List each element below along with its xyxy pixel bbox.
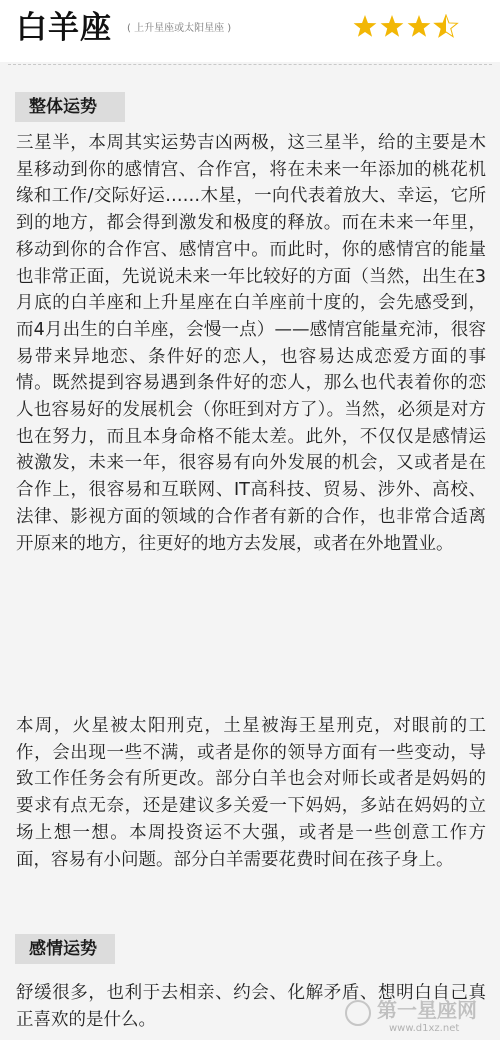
love-paragraph-1: 舒缓很多，也利于去相亲、约会、化解矛盾、想明白自己真正喜欢的是什么。 <box>16 983 486 1030</box>
sign-subtitle-note: ( 上升星座或太阳星座 ) <box>127 23 232 34</box>
watermark-logo-icon <box>345 1000 371 1026</box>
rating-star-icon <box>354 15 377 37</box>
watermark-name: 第一星座网 <box>377 998 477 1022</box>
star-rating <box>352 14 462 44</box>
sign-title: 白羊座 <box>16 10 112 46</box>
header-divider <box>8 64 492 65</box>
overall-paragraph-2: 本周，火星被太阳刑克，土星被海王星刑克，对眼前的工作，会出现一些不满，或者是你的领导方面有一些变动，导致工作任务会有所更改。部分白羊也会对师长或者是妈妈的要求有点无奈，还是建议多关爱一下妈妈，多站在妈妈的立场上想一想。本周投资运不大强，或者是一些创意工作方面，容易有小问题。部分白羊需要花费时间在孩子身上。 <box>16 716 486 870</box>
rating-star-icon <box>435 15 458 37</box>
header <box>0 0 500 62</box>
section-label-love: 感情运势 <box>15 934 115 964</box>
overall-paragraph-1: 三星半，本周其实运势吉凶两极，这三星半，给的主要是木星移动到你的感情宫、合作宫，将在未来一年添加的桃花机缘和工作/交际好运……木星，一向代表着放大、幸运，它所到的地方，都会得到激发和极度的释放。而在未来一年里，移动到你的合作宫、感情宫中。而此时，你的感情宫的能量也非常正面，先说说未来一年比较好的方面（当然，出生在3月底的白羊座和上升星座在白羊座前十度的，会先感受到，而4月出生的白羊座，会慢一点）——感情宫能量充沛，很容易带来异地恋、条件好的恋人，也容易达成恋爱方面的事情。既然提到容易遇到条件好的恋人，那么也代表着你的恋人也容易好的发展机会（你旺到对方了）。当然，必须是对方也在努力，而且本身命格不能太差。此外，不仅仅是感情运被激发，未来一年，很容易有向外发展的机会，又或者是在合作上，很容易和互联网、IT高科技、贸易、涉外、高校、法律、影视方面的领域的合作者有新的合作，也非常合适离开原来的地方，往更好的地方去发展，或者在外地置业。 <box>16 133 486 554</box>
watermark-url: www.d1xz.net <box>389 1023 460 1034</box>
section-label-overall: 整体运势 <box>15 92 125 122</box>
rating-star-icon <box>408 15 431 37</box>
site-watermark <box>345 998 495 1038</box>
rating-star-icon <box>381 15 404 37</box>
rating-stars-graphic <box>352 14 462 44</box>
